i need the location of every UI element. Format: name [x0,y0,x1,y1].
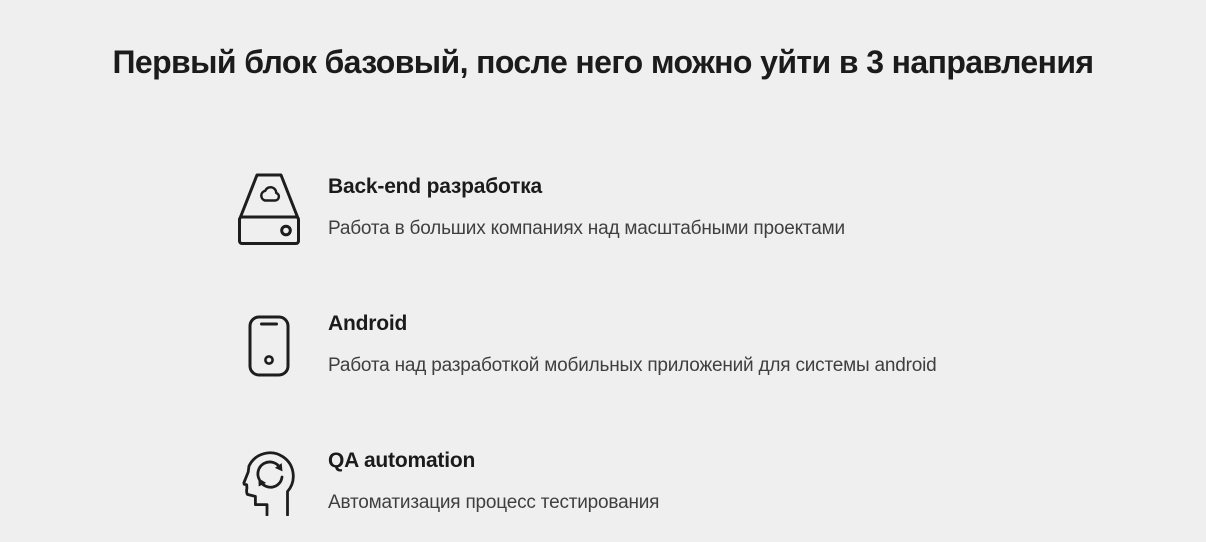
direction-description: Работа в больших компаниях над масштабными проектами [328,218,845,239]
direction-title: QA automation [328,449,476,472]
server-cloud-icon [236,170,302,248]
direction-item-android [236,307,1206,385]
direction-item-backend [236,170,1206,248]
direction-title: Back-end разработка [328,175,543,198]
direction-title: Android [328,312,408,335]
head-sync-icon [236,444,302,522]
page-title: Первый блок базовый, после него можно уйти в 3 направления [112,44,1094,80]
direction-description: Автоматизация процесс тестирования [328,492,660,513]
smartphone-icon [236,307,302,385]
direction-description: Работа над разработкой мобильных приложений для системы android [328,355,937,376]
direction-item-qa [236,444,1206,522]
directions-list [236,170,1206,522]
